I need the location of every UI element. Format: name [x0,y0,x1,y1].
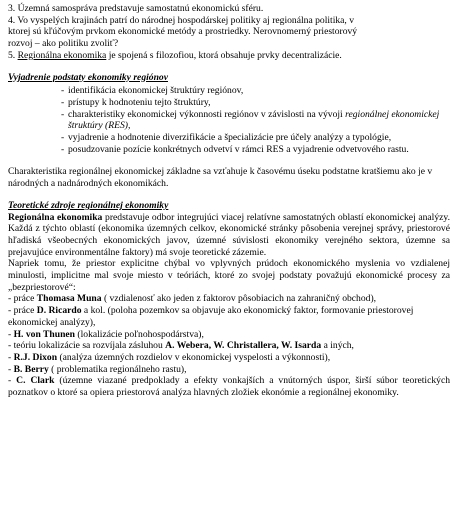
author-item-ricardo [8,305,450,328]
bullet-dash: - [61,96,65,108]
author-name: Thomasa Muna [36,293,102,305]
list-item-4-line-2: ktorej sú kľúčovým prvkom ekonomické metódy a prostriedky. Nerovnomerný priestorový [8,26,358,38]
list-item-5 [8,50,450,62]
bullet-dash: - [61,108,65,120]
bullet-item [8,97,450,109]
list-item-4-line-1: 4. Vo vyspelých krajinách patrí do národnej hospodárskej politiky aj regionálna politika, v [8,14,355,26]
item-prefix: - [8,328,14,340]
section-heading-vyjadrenie: Vyjadrenie podstaty ekonomiky regiónov [8,71,168,83]
list-item-4-line-3: rozvoj – ako politiku zvoliť? [8,38,119,50]
list-item-5-text: je spojená s filozofiou, ktorá obsahuje prvky decentralizácie. [106,49,342,61]
bullet-dash: - [61,85,65,97]
item-text: (analýza územných rozdielov v ekonomickej vyspelosti a výkonnosti), [57,351,331,363]
bullet-text-italic: regionálnej ekonomickej štruktúry (RES), [68,108,440,132]
authors-list [8,293,450,398]
author-name: D. Ricardo [36,305,82,317]
bullet-text: posudzovanie pozície konkrétnych odvetví v rámci RES a vyjadrenie odvetvového rastu. [68,143,409,155]
author-item-clark [8,375,450,398]
bullet-text: charakteristiky ekonomickej výkonnosti regiónov v závislosti na vývoji [68,108,346,120]
item-prefix: - [8,375,17,387]
bullet-item [8,144,450,156]
item-prefix: - [8,363,14,375]
bullet-item [8,132,450,144]
term-regionalna-ekonomika: Regionálna ekonomika [8,211,103,223]
author-names: A. Webera, W. Christallera, W. Isarda [165,340,322,352]
author-item-berry [8,364,450,376]
section-heading-teoreticke: Teoretické zdroje regionálnej ekonomiky [8,199,169,211]
item-prefix: - práce [8,293,37,305]
bullet-item [8,109,450,132]
list-item-5-number: 5. [8,49,18,61]
bullet-text: vyjadrenie a hodnotenie diverzifikácie a špecializácie pre účely analýzy a typológie, [68,132,392,144]
bullet-text: identifikácia ekonomickej štruktúry regiónov, [68,85,244,97]
item-text: ( vzdialenosť ako jeden z faktorov pôsobiacich na zahraničný obchod), [101,293,377,305]
bullet-dash: - [61,132,65,144]
list-item-3: 3. Územná samospráva predstavuje samostatnú ekonomickú sféru. [8,3,264,14]
author-name: H. von Thunen [13,328,76,340]
bullet-item [8,85,450,97]
regionalna-ekonomika-link[interactable]: Regionálna ekonomika [17,49,107,61]
author-item-thunen [8,329,450,341]
author-name: B. Berry [13,363,49,375]
item-prefix: - [8,351,14,363]
charakteristika-paragraph: Charakteristika regionálnej ekonomickej základne sa vzťahuje k časovému úseku podstatne kratšiemu ako je v národných a nadnárodných ekonomikách. [8,166,433,190]
teoreticke-paragraph-1 [8,212,450,259]
author-name: R.J. Dixon [13,351,58,363]
item-text: a iných, [321,340,354,352]
author-name: C. Clark [16,375,55,387]
item-text: a kol. (poloha pozemkov sa objavuje ako ekonomický faktor, formovanie priestorovej ekonomickej analýzy), [8,305,414,328]
bullet-text: prístupy k hodnoteniu tejto štruktúry, [68,96,211,108]
top-numbered-list [8,3,450,62]
author-item-mun [8,293,450,305]
teoreticke-paragraph-2: Napriek tomu, že priestor explicitne chýbal vo vplyvných prúdoch ekonomického myslenia vo vzdialenej minulosti, implicitne mal svoje miesto v teóriách, ktoré zo svojej podstaty považujú ekonomické procesy za „bezpriestorové“: [8,258,450,293]
item-text: ( problematika regionálneho rastu), [48,363,187,375]
item-prefix: - práce [8,305,37,317]
bullet-dash: - [61,143,65,155]
item-prefix: - teóriu lokalizácie sa rozvíjala zásluhou [8,340,166,352]
author-item-dixon [8,352,450,364]
paragraph-text: predstavuje odbor integrujúci viacej relatívne samostatných oblastí ekonomickej analýzy. Každá z týchto oblastí (ekonomika územných celkov, ekonomické stránky pôsobenia verejnej správy, priestorové hľadiská všeobecných ekonomických javov, územné súvislosti ekonomiky verejného sektora, územne sa prejavujúce environmentálne faktory) má svoje teoretické zázemie. [8,211,450,258]
author-item-lokalizacia [8,340,450,352]
item-text: (lokalizácie poľnohospodárstva), [75,328,204,340]
item-text: (územne viazané predpoklady a efekty vonkajších a vnútorných úspor, širší súbor teoretických poznatkov o ktoré sa opiera priestorová analýza hlavných zložiek ekonómie a regionálnej ekonomiky. [8,375,451,399]
vyjadrenie-bullet-list [8,85,450,155]
